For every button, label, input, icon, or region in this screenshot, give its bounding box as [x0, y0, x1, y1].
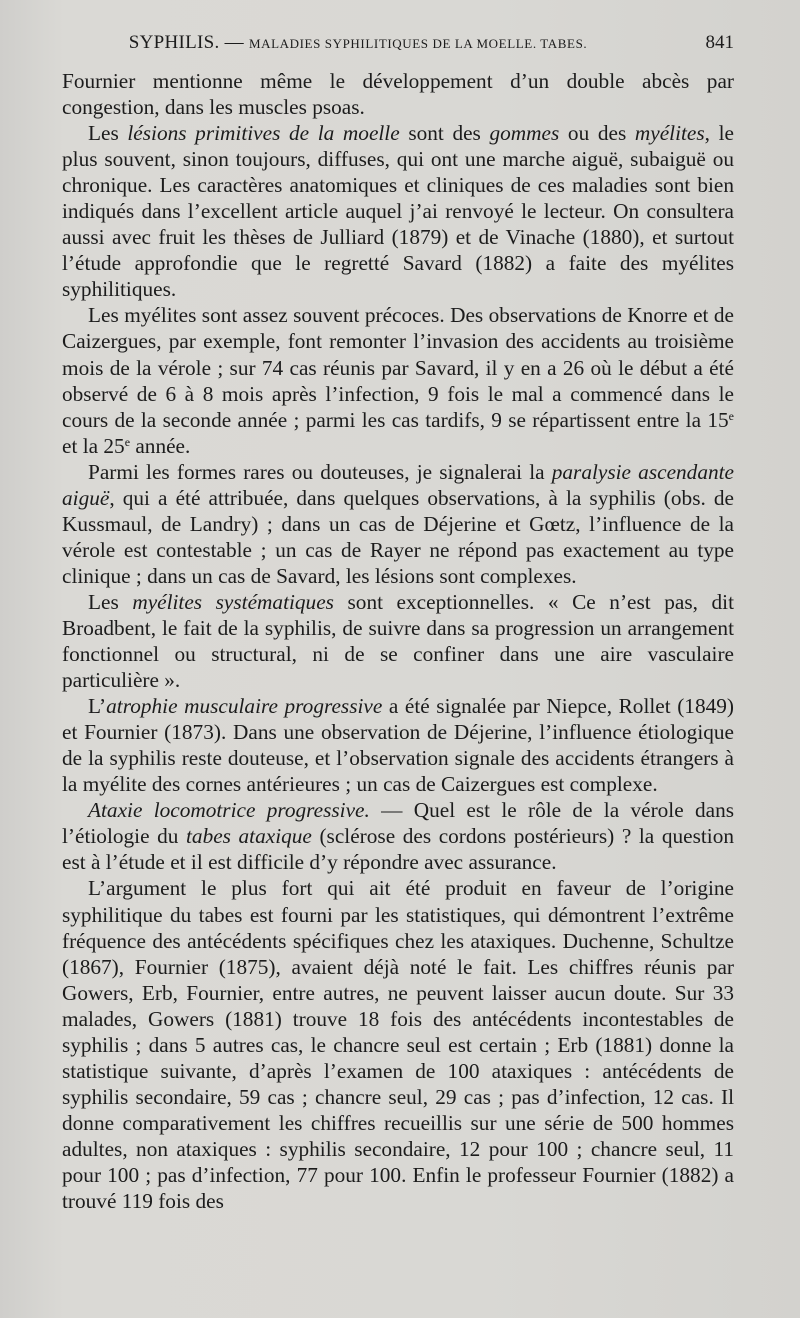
paragraph	[62, 875, 734, 1214]
running-title	[62, 32, 654, 54]
paragraph	[62, 302, 734, 458]
text-run: sont exceptionnelles. « Ce n’est pas, dit Broadbent, le fait de la syphilis, de suivre dans sa progression un arrangement fonctionnel ou structural, ni de se confiner dans une aire vasculaire particulière ».	[62, 589, 735, 693]
text-run: , le plus souvent, sinon toujours, diffuses, qui ont une marche aiguë, subaiguë ou chronique. Les caractères anatomiques et cliniques de ces maladies sont bien indiqués dans l’excellent article auquel j’ai renvoyé le lecteur. On consultera aussi avec fruit les thèses de Julliard (1879) et de Vinache (1880), et surtout l’étude approfondie que le regretté Savard (1882) a faite des myélites syphilitiques.	[62, 121, 734, 302]
italic-text: gommes	[489, 121, 560, 146]
text-run: Parmi les formes rares ou douteuses, je signalerai la	[88, 459, 552, 484]
italic-text: Ataxie locomotrice progressive.	[88, 798, 370, 823]
running-title-dash: —	[219, 32, 249, 53]
text-run: , qui a été attribuée, dans quelques observations, à la syphilis (obs. de Kussmaul, de Landry) ; dans un cas de Déjerine et Gœtz, l’influence de la vérole est contestable ; un cas de Rayer ne répond pas exactement au type clinique ; dans un cas de Savard, les lésions sont complexes.	[62, 485, 734, 588]
superscript: e	[728, 408, 734, 423]
text-run: Les	[88, 121, 128, 146]
italic-text: atrophie musculaire progressive	[106, 694, 383, 719]
paragraph	[62, 589, 734, 693]
paragraph	[62, 68, 734, 120]
text-run: ou des	[559, 121, 635, 146]
text-run: (sclérose des cordons postérieurs) ? la question est à l’étude et il est difficile d’y répondre avec assurance.	[62, 824, 734, 875]
text-run: a été signalée par Niepce, Rollet (1849) et Fournier (1873). Dans une observation de Déjerine, l’influence étiologique de la syphilis reste douteuse, et l’observation signale des accidents étrangers à la myélite des cornes antérieures ; un cas de Caizergues est complexe.	[62, 694, 734, 797]
paragraph	[62, 120, 734, 302]
page-number: 841	[705, 32, 734, 53]
paragraph	[62, 797, 734, 875]
italic-text: lésions primitives de la moelle	[127, 121, 400, 146]
page-header	[62, 30, 734, 60]
running-title-main: SYPHILIS.	[128, 32, 220, 53]
body-text	[62, 68, 734, 1214]
paragraph	[62, 459, 734, 589]
text-run: L’	[88, 694, 107, 719]
italic-text: myélites systématiques	[132, 589, 334, 614]
text-run: année.	[130, 433, 191, 458]
italic-text: myélites	[634, 121, 705, 146]
text-run: Les	[88, 589, 133, 614]
text-run: — Quel est le rôle de la vérole dans l’étiologie du	[62, 798, 735, 849]
text-run: Fournier mentionne même le développement d’un double abcès par congestion, dans les muscles psoas.	[62, 69, 734, 120]
text-run: Les myélites sont assez souvent précoces. Des observations de Knorre et de Caizergues, par exemple, font remonter l’invasion des accidents au troisième mois de la vérole ; sur 74 cas réunis par Savard, il y en a 26 où le début a été observé de 6 à 8 mois après l’infection, 9 fois le mal a commencé dans le cours de la seconde année ; parmi les cas tardifs, 9 se répartissent entre la 15	[62, 303, 734, 432]
text-run: sont des	[399, 121, 490, 146]
running-title-section: MALADIES SYPHILITIQUES DE LA MOELLE. TABES.	[248, 36, 588, 51]
italic-text: tabes ataxique	[186, 824, 312, 849]
text-run: et la 25	[62, 433, 125, 458]
italic-text: paralysie ascendante aiguë	[62, 459, 734, 510]
text-run: L’argument le plus fort qui ait été produit en faveur de l’origine syphilitique du tabes est fourni par les statistiques, qui démontrent l’extrême fréquence des antécédents spécifiques chez les ataxiques. Duchenne, Schultze (1867), Fournier (1875), avaient déjà noté le fait. Les chiffres réunis par Gowers, Erb, Fournier, entre autres, ne peuvent laisser aucun doute. Sur 33 malades, Gowers (1881) trouve 18 fois des antécédents incontestables de syphilis ; dans 5 autres cas, le chancre seul est certain ; Erb (1881) donne la statistique suivante, d’après l’examen de 100 ataxiques : antécédents de syphilis secondaire, 59 cas ; chancre seul, 29 cas ; pas d’infection, 12 cas. Il donne comparativement les chiffres recueillis sur une série de 500 hommes adultes, non ataxiques : syphilis secondaire, 12 pour 100 ; chancre seul, 11 pour 100 ; pas d’infection, 77 pour 100. Enfin le professeur Fournier (1882) a trouvé 119 fois des	[62, 876, 734, 1214]
superscript: e	[124, 434, 131, 449]
paragraph	[62, 693, 734, 797]
